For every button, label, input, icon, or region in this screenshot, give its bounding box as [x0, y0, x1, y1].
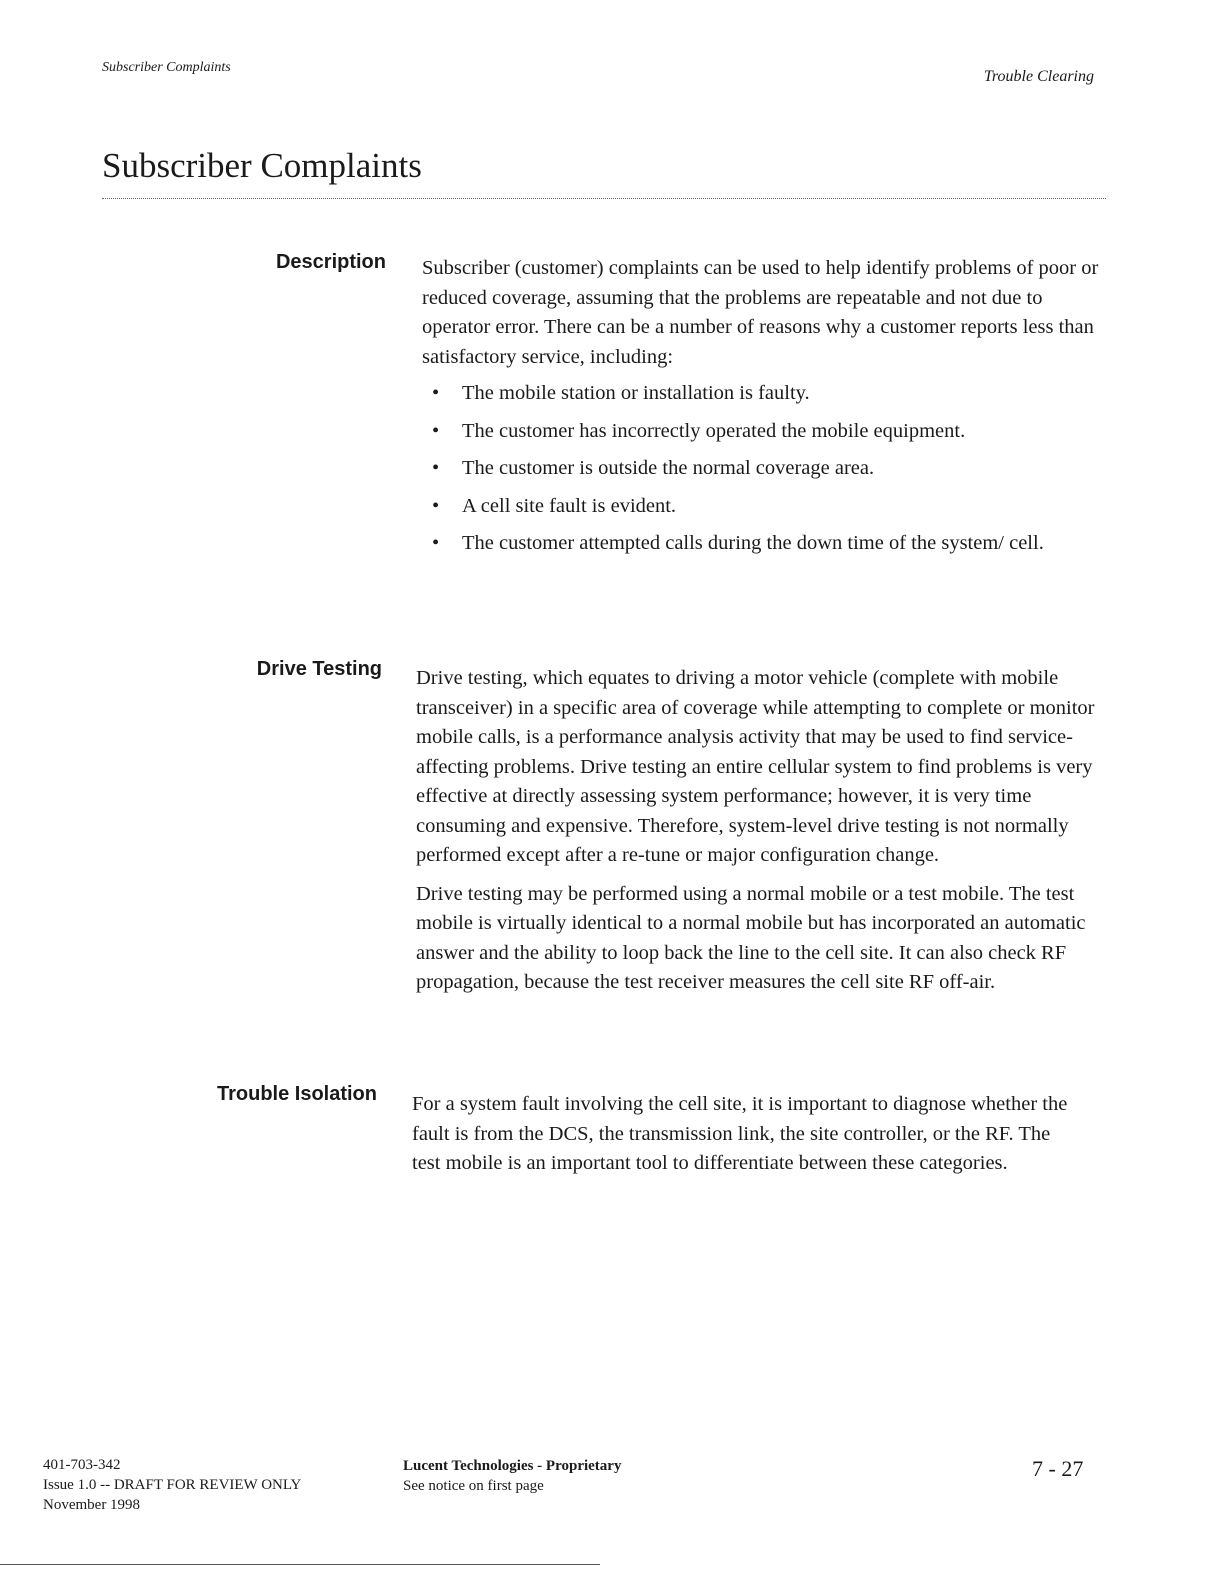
list-item: • The customer is outside the normal coverage area.: [422, 454, 1106, 484]
list-item: • The mobile station or installation is faulty.: [422, 379, 1106, 409]
running-header-right: Trouble Clearing: [983, 68, 1094, 85]
section-heading-description: Description: [275, 251, 386, 273]
page-title: Subscriber Complaints: [102, 146, 422, 185]
issue-line: Issue 1.0 -- DRAFT FOR REVIEW ONLY: [43, 1477, 302, 1493]
company-notice: Lucent Technologies - Proprietary: [403, 1458, 622, 1474]
title-divider: [102, 198, 1106, 199]
paragraph: Subscriber (customer) complaints can be used to help identify problems of poor or reduced coverage, assuming that the problems are repeatable and not due to operator error. There can be a number of reasons why a customer reports less than satisfactory service, including:: [422, 257, 1099, 368]
issue-date: November 1998: [43, 1497, 141, 1513]
doc-number: 401-703-342: [43, 1457, 121, 1473]
page-number: 7 - 27: [1032, 1456, 1084, 1481]
paragraph: For a system fault involving the cell site, it is important to diagnose whether the fault is from the DCS, the transmission link, the site controller, or the RF. The test mobile is an important tool to differentiate between these categories.: [412, 1093, 1068, 1174]
section-trouble-isolation: [412, 1090, 1072, 1179]
list-item: • A cell site fault is evident.: [422, 492, 1106, 522]
footer-doc-info: [43, 1455, 301, 1515]
section-description: [422, 254, 1106, 567]
footer-proprietary: [403, 1456, 621, 1496]
section-drive-testing: [416, 664, 1100, 998]
paragraph: Drive testing, which equates to driving a motor vehicle (complete with mobile transceiver) in a specific area of coverage while attempting to complete or monitor mobile calls, is a performance analysis activity that may be used to find service-affecting problems. Drive testing an entire cellular system to find problems is very effective at directly assessing system performance; however, it is very time consuming and expensive. Therefore, system-level drive testing is not normally performed except after a re-tune or major configuration change.: [416, 667, 1095, 866]
list-item: • The customer has incorrectly operated the mobile equipment.: [422, 417, 1106, 447]
section-heading-drive-testing: Drive Testing: [256, 658, 382, 680]
notice-reference: See notice on first page: [403, 1478, 544, 1494]
bullet-list: [422, 379, 1106, 559]
paragraph: Drive testing may be performed using a normal mobile or a test mobile. The test mobile is virtually identical to a normal mobile but has incorporated an automatic answer and the ability to loop back the line to the cell site. It can also check RF propagation, because the test receiver measures the cell site RF off-air.: [416, 882, 1086, 993]
bottom-divider: [0, 1564, 600, 1565]
section-heading-trouble-isolation: Trouble Isolation: [216, 1083, 377, 1105]
list-item: • The customer attempted calls during the down time of the system/ cell.: [422, 529, 1106, 559]
running-header-left: Subscriber Complaints: [102, 60, 231, 75]
